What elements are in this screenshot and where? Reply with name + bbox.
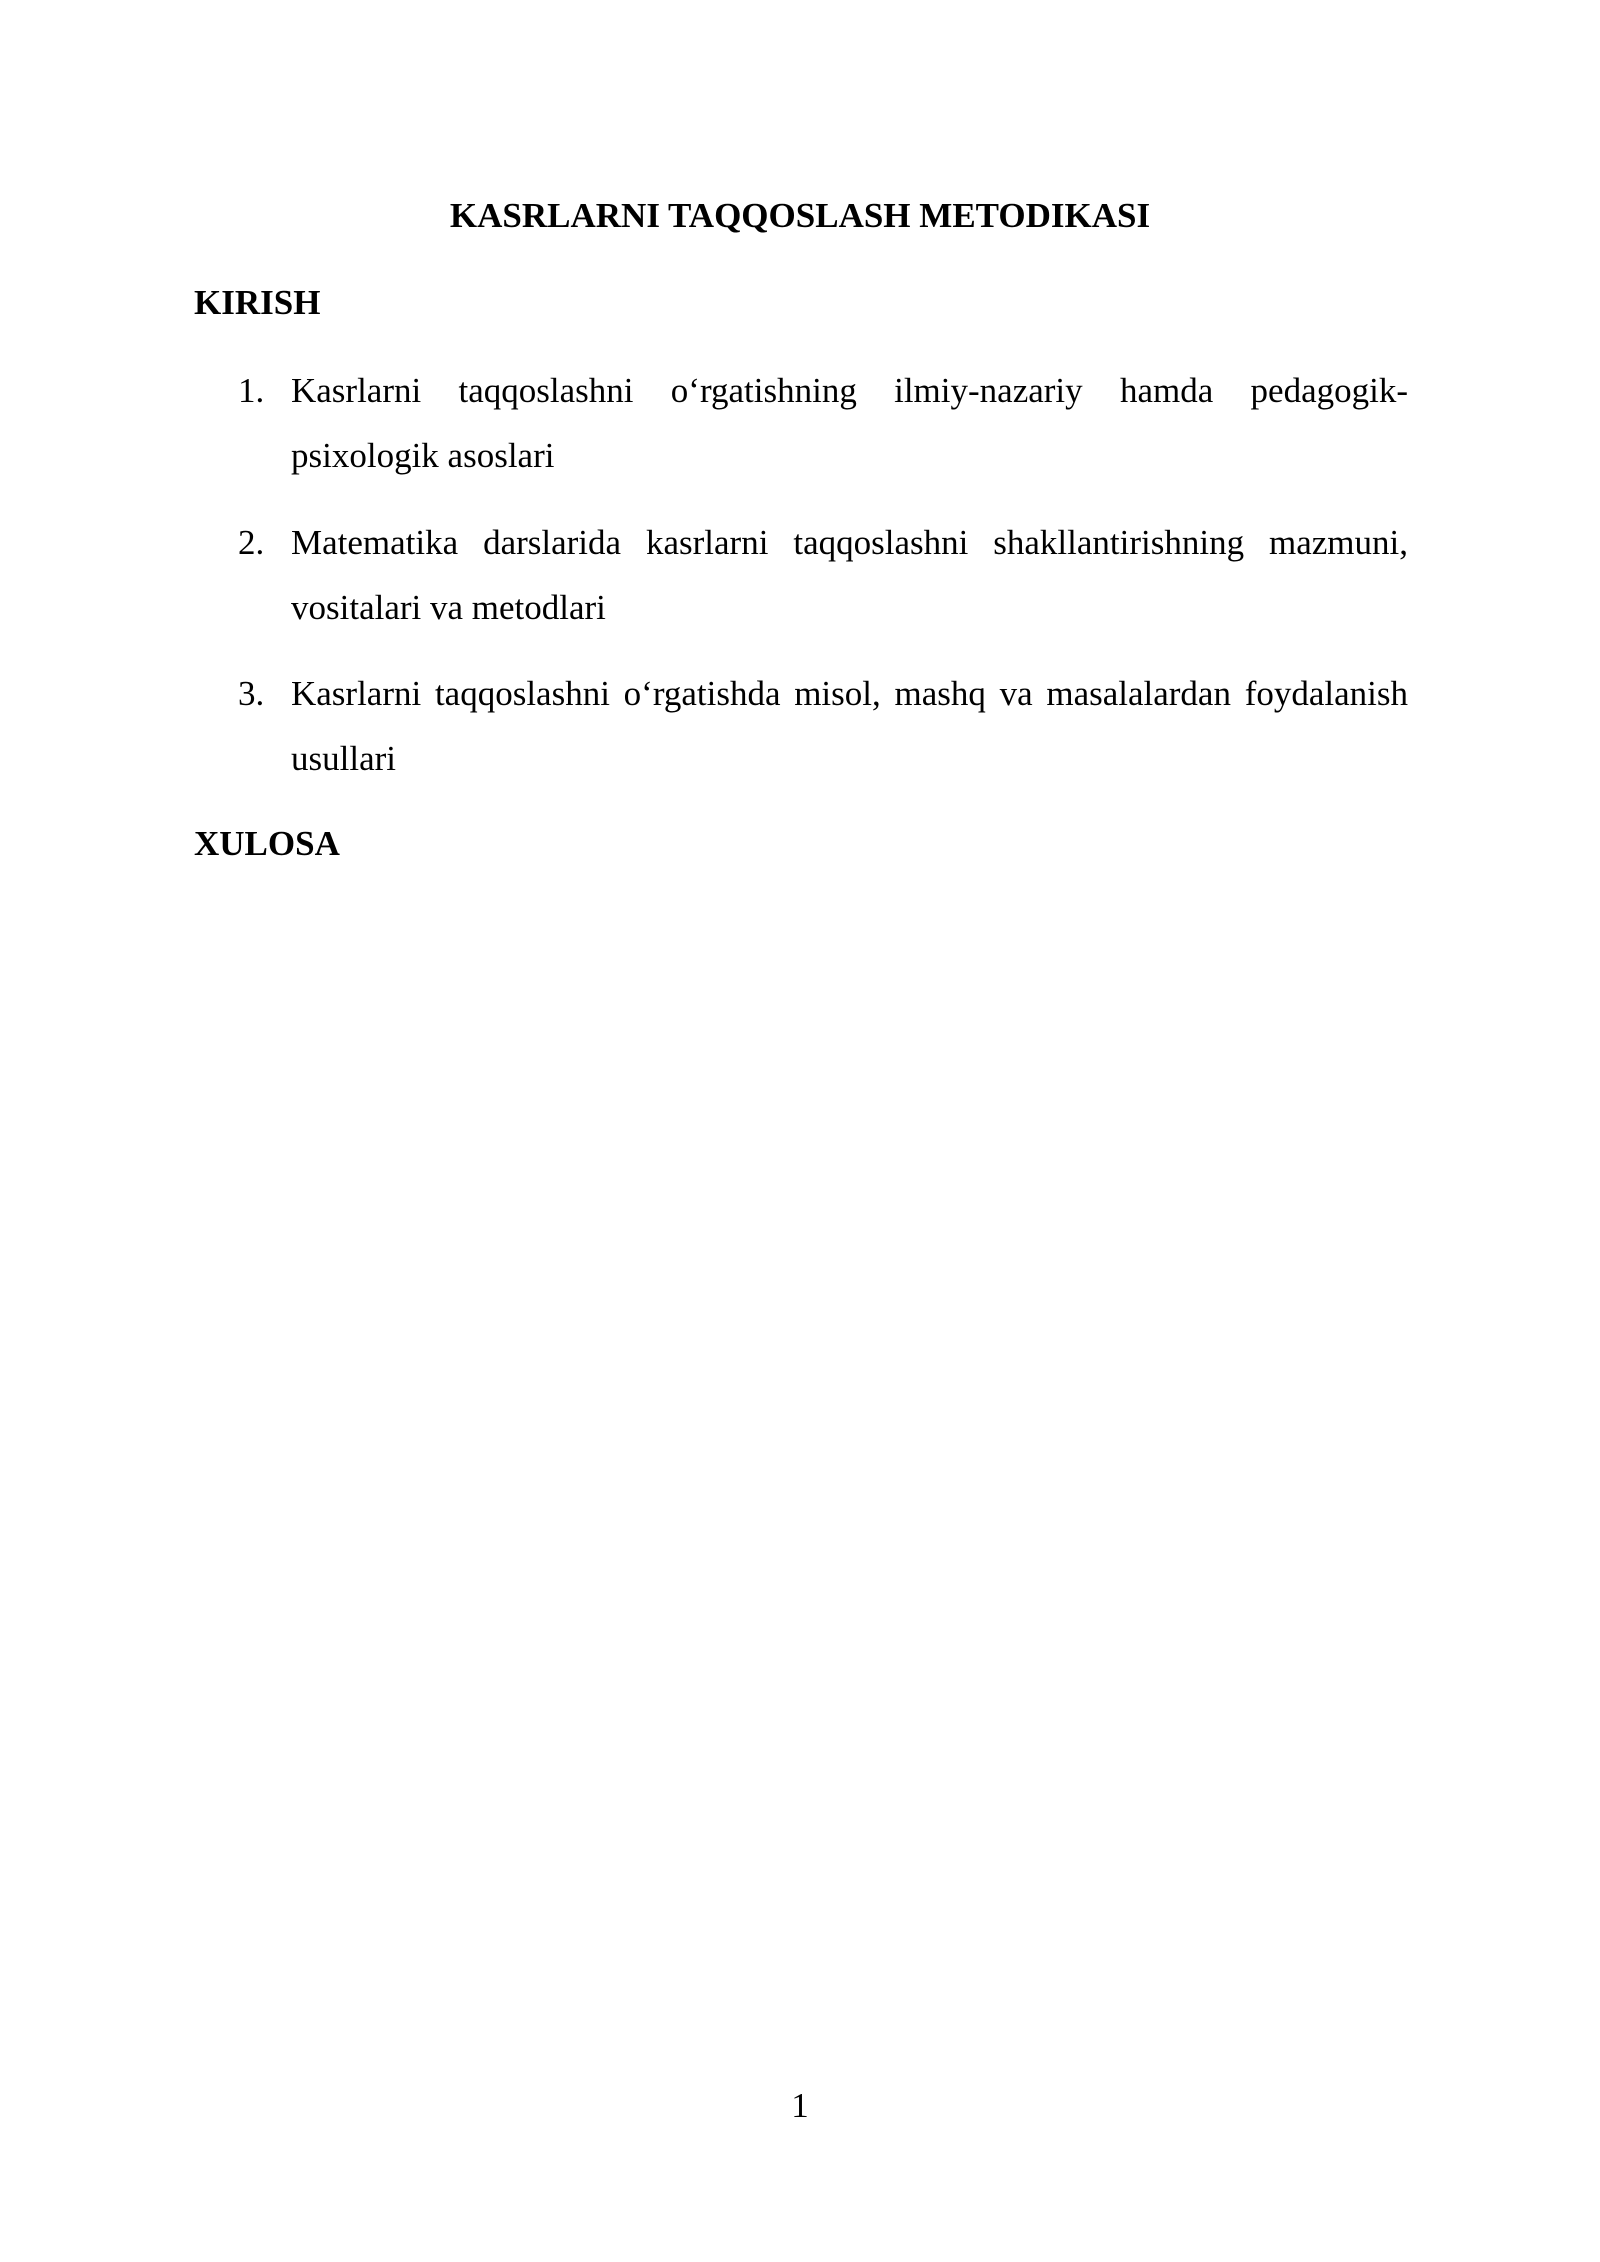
conclusion-heading: XULOSA bbox=[194, 824, 340, 863]
contents-item-number: 2. bbox=[238, 523, 265, 562]
contents-item-number: 3. bbox=[238, 674, 265, 713]
contents-item bbox=[238, 358, 1408, 488]
document-title: KASRLARNI TAQQOSLASH METODIKASI bbox=[449, 196, 1151, 235]
contents-item bbox=[238, 661, 1408, 791]
contents-item bbox=[238, 510, 1408, 640]
intro-heading: KIRISH bbox=[194, 283, 321, 322]
contents-item-text: Kasrlarni taqqoslashni o‘rgatishning ilmiy-nazariy hamda pedagogik-psixologik asoslari bbox=[291, 371, 1408, 475]
contents-item-text: Matematika darslarida kasrlarni taqqoslashni shakllantirishning mazmuni, vositalari va metodlari bbox=[291, 523, 1408, 627]
contents-item-text: Kasrlarni taqqoslashni o‘rgatishda misol, mashq va masalalardan foydalanish usullari bbox=[291, 674, 1408, 778]
page-number: 1 bbox=[791, 2086, 809, 2125]
contents-item-number: 1. bbox=[238, 371, 265, 410]
